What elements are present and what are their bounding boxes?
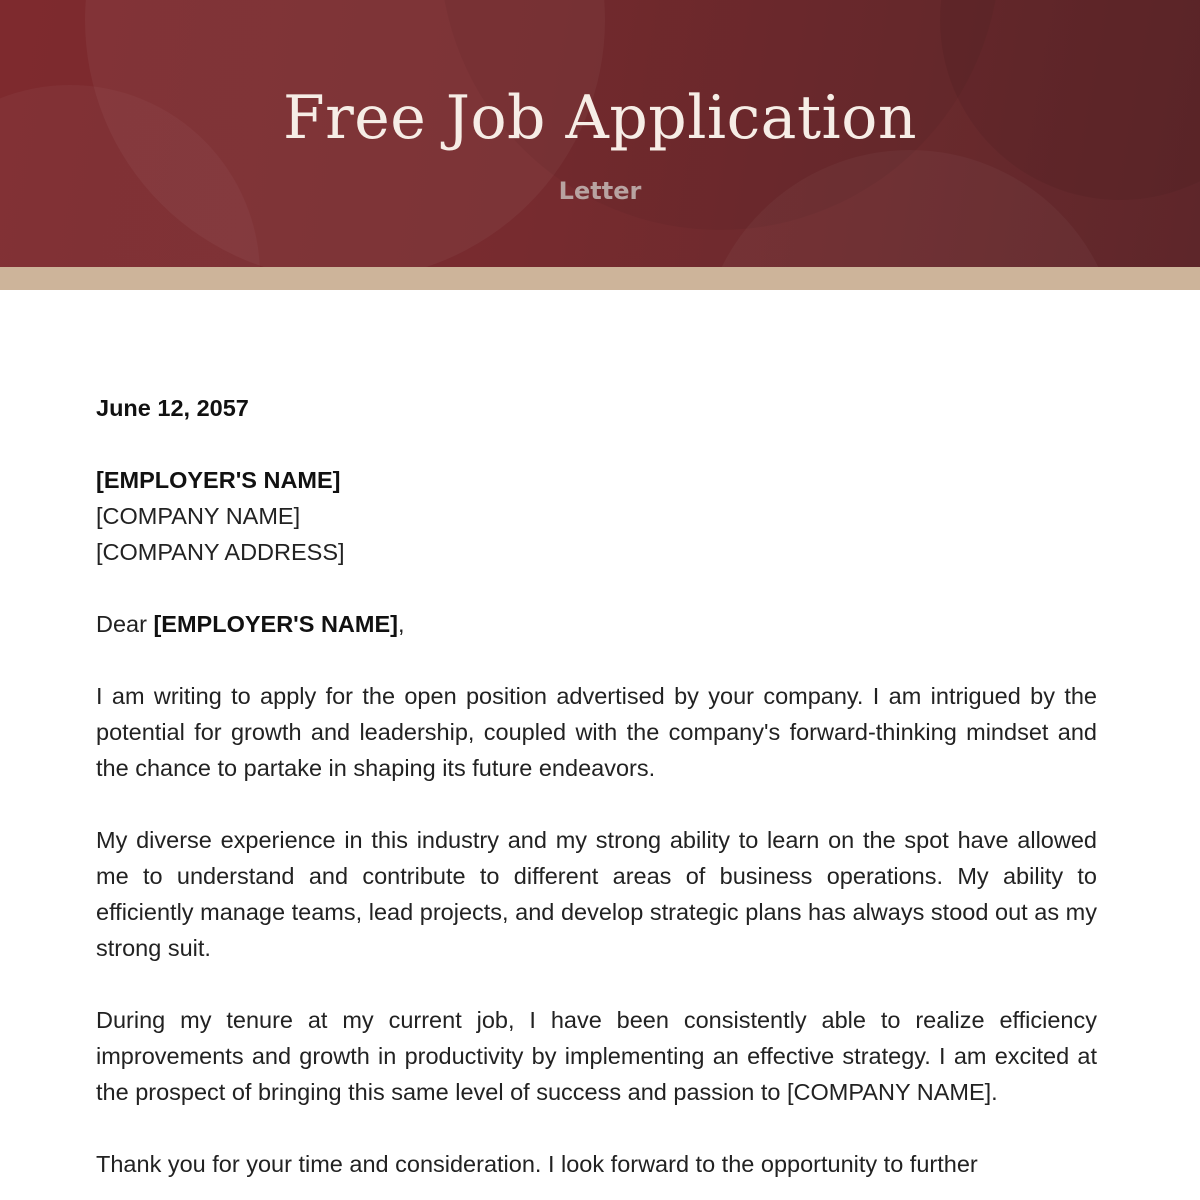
salutation-suffix: ,	[397, 611, 405, 637]
salutation	[96, 606, 1097, 642]
recipient-address: [COMPANY ADDRESS]	[96, 539, 345, 565]
header-accent-bar	[0, 267, 1200, 290]
recipient-company: [COMPANY NAME]	[96, 503, 301, 529]
letter-date: June 12, 2057	[96, 395, 249, 421]
body-paragraph: During my tenure at my current job, I have been consistently able to realize efficiency improvements and growth in productivity by implementing an effective strategy. I am excited at the prospect of bringing this same level of success and passion to [COMPANY NAME].	[96, 1007, 1097, 1105]
recipient-name: [EMPLOYER'S NAME]	[96, 467, 341, 493]
body-paragraph: I am writing to apply for the open position advertised by your company. I am intrigued by the potential for growth and leadership, coupled with the company's forward-thinking mindset and the chance to partake in shaping its future endeavors.	[96, 683, 1097, 781]
recipient-address-block	[96, 462, 1097, 570]
salutation-prefix: Dear	[96, 611, 154, 637]
body-paragraph: Thank you for your time and consideration. I look forward to the opportunity to further	[96, 1151, 978, 1177]
body-paragraph: My diverse experience in this industry and my strong ability to learn on the spot have allowed me to understand and contribute to different areas of business operations. My ability to efficiently manage teams, lead projects, and develop strategic plans has always stood out as my strong suit.	[96, 827, 1097, 961]
letter-header-banner	[0, 0, 1200, 267]
letter-body	[96, 390, 1097, 1200]
document-title: Free Job Application	[282, 83, 918, 153]
document-subtitle: Letter	[558, 177, 642, 205]
salutation-name: [EMPLOYER'S NAME]	[153, 611, 398, 637]
